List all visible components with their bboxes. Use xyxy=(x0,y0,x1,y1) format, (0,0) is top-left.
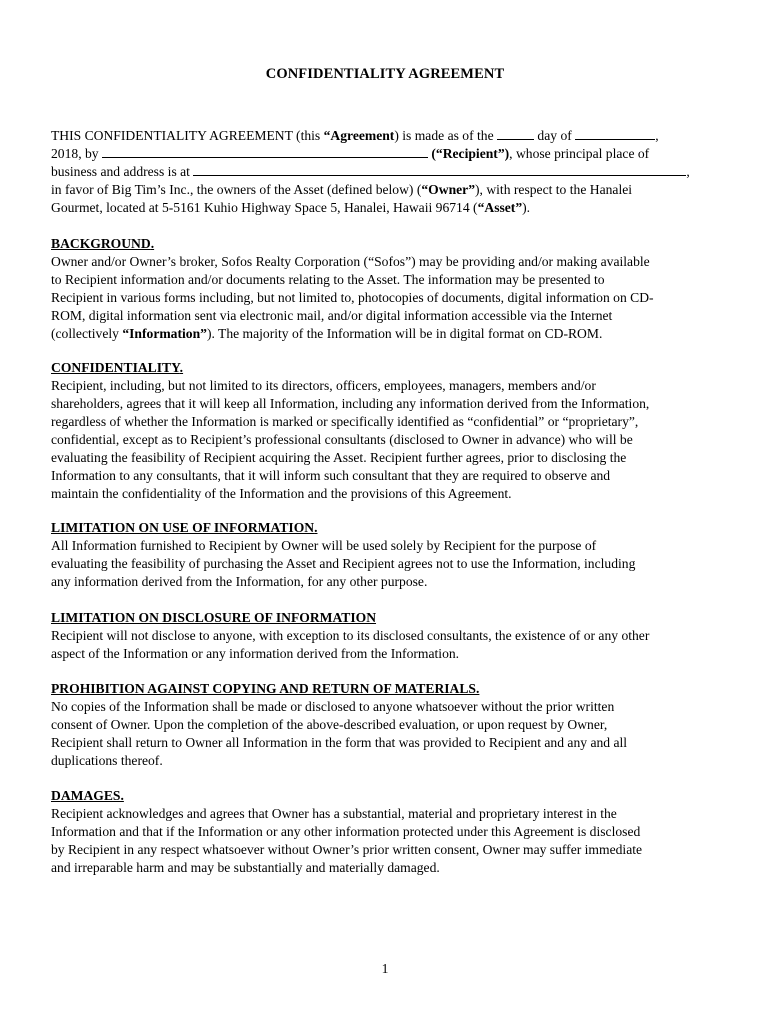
section-body: Recipient, including, but not limited to its directors, officers, employees, managers, members and/or shareholders, agrees that it will keep all Information, including any information derived from the Information, regardless of whether the Information is marked or specifically identified as “confidential” or “proprietary”, confidential, except as to Recipient’s professional consultants (disclosed to Owner in advance) who will be evaluating the feasibility of Recipient acquiring the Asset. Recipient further agrees, prior to disclosing the Information to any consultants, that it will inform such consultant that they are required to observe and maintain the confidentiality of the Information and the provisions of this Agreement. xyxy=(51,378,650,501)
section-heading: PROHIBITION AGAINST COPYING AND RETURN OF MATERIALS. xyxy=(51,681,480,696)
intro-line-3: business and address is at , xyxy=(51,164,690,179)
section-background xyxy=(51,235,723,343)
section-limitation-disclosure xyxy=(51,609,723,663)
recipient-name-blank[interactable] xyxy=(102,145,428,158)
section-heading: LIMITATION ON USE OF INFORMATION. xyxy=(51,520,318,535)
section-limitation-use xyxy=(51,519,723,591)
section-heading: BACKGROUND. xyxy=(51,236,155,251)
intro-line-1: THIS CONFIDENTIALITY AGREEMENT (this “Agreement) is made as of the day of , xyxy=(51,128,659,143)
section-damages xyxy=(51,787,723,877)
intro-line-4: in favor of Big Tim’s Inc., the owners of the Asset (defined below) (“Owner”), with respect to the Hanalei xyxy=(51,182,633,197)
page-number: 1 xyxy=(381,961,389,976)
intro-paragraph xyxy=(51,127,723,217)
section-body: Owner and/or Owner’s broker, Sofos Realty Corporation (“Sofos”) may be providing and/or making available to Recipient information and/or documents relating to the Asset. The information may be presented to Recipient in various forms including, but not limited to, photocopies of documents, digital information on CD- ROM, digital information sent via electronic mail, and/or digital information accessible via the Internet (collectively “Information”). The majority of the Information will be in digital format on CD-ROM. xyxy=(51,254,654,341)
address-blank[interactable] xyxy=(193,163,686,176)
section-heading: CONFIDENTIALITY. xyxy=(51,360,184,375)
section-body: Recipient will not disclose to anyone, with exception to its disclosed consultants, the existence of or any other aspect of the Information or any information derived from the Information. xyxy=(51,628,650,661)
intro-line-2: 2018, by (“Recipient”), whose principal place of xyxy=(51,146,650,161)
section-heading: DAMAGES. xyxy=(51,788,124,803)
intro-line-5: Gourmet, located at 5-5161 Kuhio Highway Space 5, Hanalei, Hawaii 96714 (“Asset”). xyxy=(51,200,531,215)
section-prohibition xyxy=(51,680,723,770)
section-body: No copies of the Information shall be made or disclosed to anyone whatsoever without the prior written consent of Owner. Upon the completion of the above-described evaluation, or upon request by Owner, Recipient shall return to Owner all Information in the form that was provided to Recipient and any and all duplications thereof. xyxy=(51,699,628,768)
section-confidentiality xyxy=(51,359,723,503)
section-heading: LIMITATION ON DISCLOSURE OF INFORMATION xyxy=(51,610,377,625)
section-body: All Information furnished to Recipient by Owner will be used solely by Recipient for the purpose of evaluating the feasibility of purchasing the Asset and Recipient agrees not to use the Information, including any information derived from the Information, for any other purpose. xyxy=(51,538,636,589)
month-blank[interactable] xyxy=(575,127,655,140)
document-title: CONFIDENTIALITY AGREEMENT xyxy=(265,66,505,82)
section-body: Recipient acknowledges and agrees that Owner has a substantial, material and proprietary interest in the Information and that if the Information or any other information protected under this Agreement is disclosed by Recipient in any respect whatsoever without Owner’s prior written consent, Owner may suffer immediate and irreparable harm and may be substantially and materially damaged. xyxy=(51,806,643,875)
day-blank[interactable] xyxy=(497,127,534,140)
